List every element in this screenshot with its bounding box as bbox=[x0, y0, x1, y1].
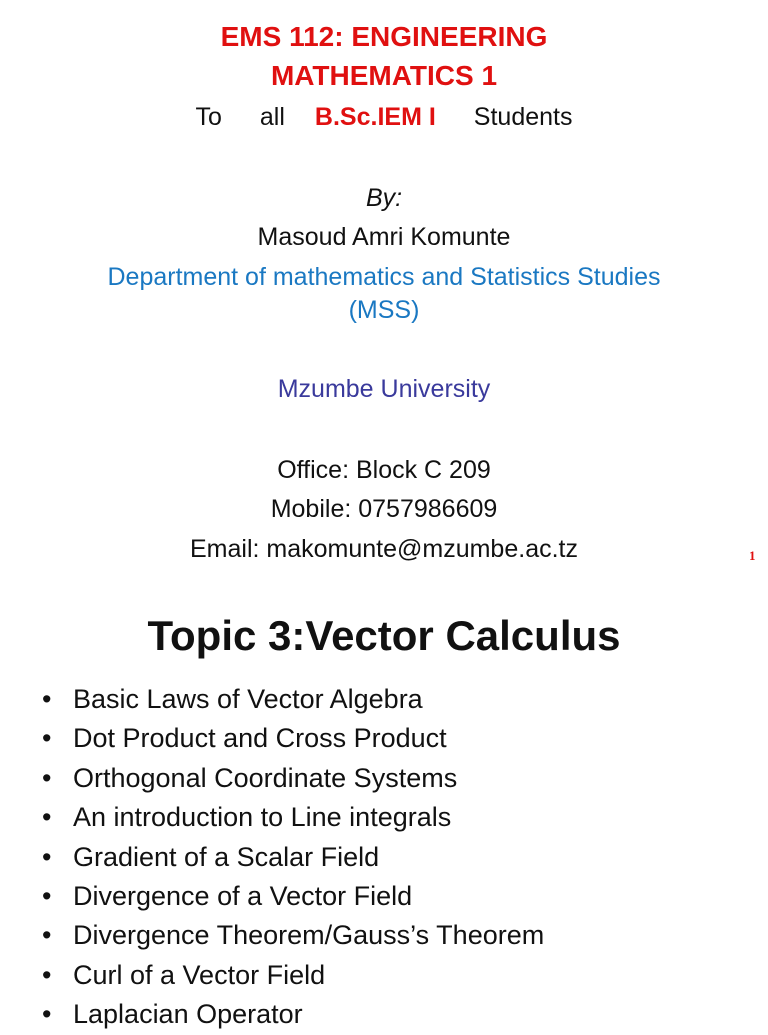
topic-label: An introduction to Line integrals bbox=[73, 802, 452, 833]
office-info: Office: Block C 209 bbox=[277, 456, 491, 484]
list-item bbox=[42, 877, 544, 916]
topic-label: Dot Product and Cross Product bbox=[73, 723, 447, 754]
list-item bbox=[42, 995, 544, 1034]
lecturer-name: Masoud Amri Komunte bbox=[257, 223, 511, 251]
audience-students: Students bbox=[473, 103, 573, 131]
bullet-icon: • bbox=[42, 920, 52, 951]
department-line-2: (MSS) bbox=[348, 296, 420, 324]
bullet-icon: • bbox=[42, 684, 52, 714]
bullet-icon: • bbox=[42, 999, 52, 1030]
topic-label: Divergence Theorem/Gauss’s Theorem bbox=[73, 920, 545, 951]
bullet-icon: • bbox=[42, 881, 52, 912]
audience-all: all bbox=[259, 103, 285, 131]
list-item bbox=[42, 759, 544, 798]
topic-label: Orthogonal Coordinate Systems bbox=[73, 762, 458, 793]
list-item bbox=[42, 680, 544, 719]
list-item bbox=[42, 956, 544, 995]
topic-label: Basic Laws of Vector Algebra bbox=[73, 684, 423, 714]
list-item bbox=[42, 838, 544, 877]
bullet-icon: • bbox=[42, 802, 52, 833]
list-item bbox=[42, 798, 544, 837]
topic-slide bbox=[0, 590, 768, 1030]
department-line-1: Department of mathematics and Statistics Studies bbox=[107, 263, 661, 291]
topic-label: Divergence of a Vector Field bbox=[73, 881, 413, 912]
bullet-icon: • bbox=[42, 723, 52, 754]
email-info: Email: makomunte@mzumbe.ac.tz bbox=[189, 535, 578, 563]
bullet-icon: • bbox=[42, 959, 52, 990]
bullet-icon: • bbox=[42, 841, 52, 872]
list-item bbox=[42, 719, 544, 758]
topic-label: Laplacian Operator bbox=[73, 999, 303, 1030]
bullet-icon: • bbox=[42, 762, 52, 793]
university-name: Mzumbe University bbox=[277, 375, 491, 403]
audience-line bbox=[0, 102, 768, 132]
audience-to: To bbox=[195, 103, 222, 131]
topic-label: Curl of a Vector Field bbox=[73, 959, 326, 990]
list-item bbox=[42, 916, 544, 955]
course-title-line-2: MATHEMATICS 1 bbox=[270, 60, 498, 91]
mobile-info: Mobile: 0757986609 bbox=[270, 495, 498, 523]
topic-label: Gradient of a Scalar Field bbox=[73, 841, 380, 872]
audience-programme: B.Sc.IEM I bbox=[314, 103, 436, 131]
topic-list bbox=[42, 680, 544, 1035]
course-title-line-1: EMS 112: ENGINEERING bbox=[220, 21, 548, 52]
topic-title: Topic 3:Vector Calculus bbox=[147, 612, 621, 659]
slide-number: 1 bbox=[749, 548, 756, 563]
by-label: By: bbox=[365, 184, 403, 212]
